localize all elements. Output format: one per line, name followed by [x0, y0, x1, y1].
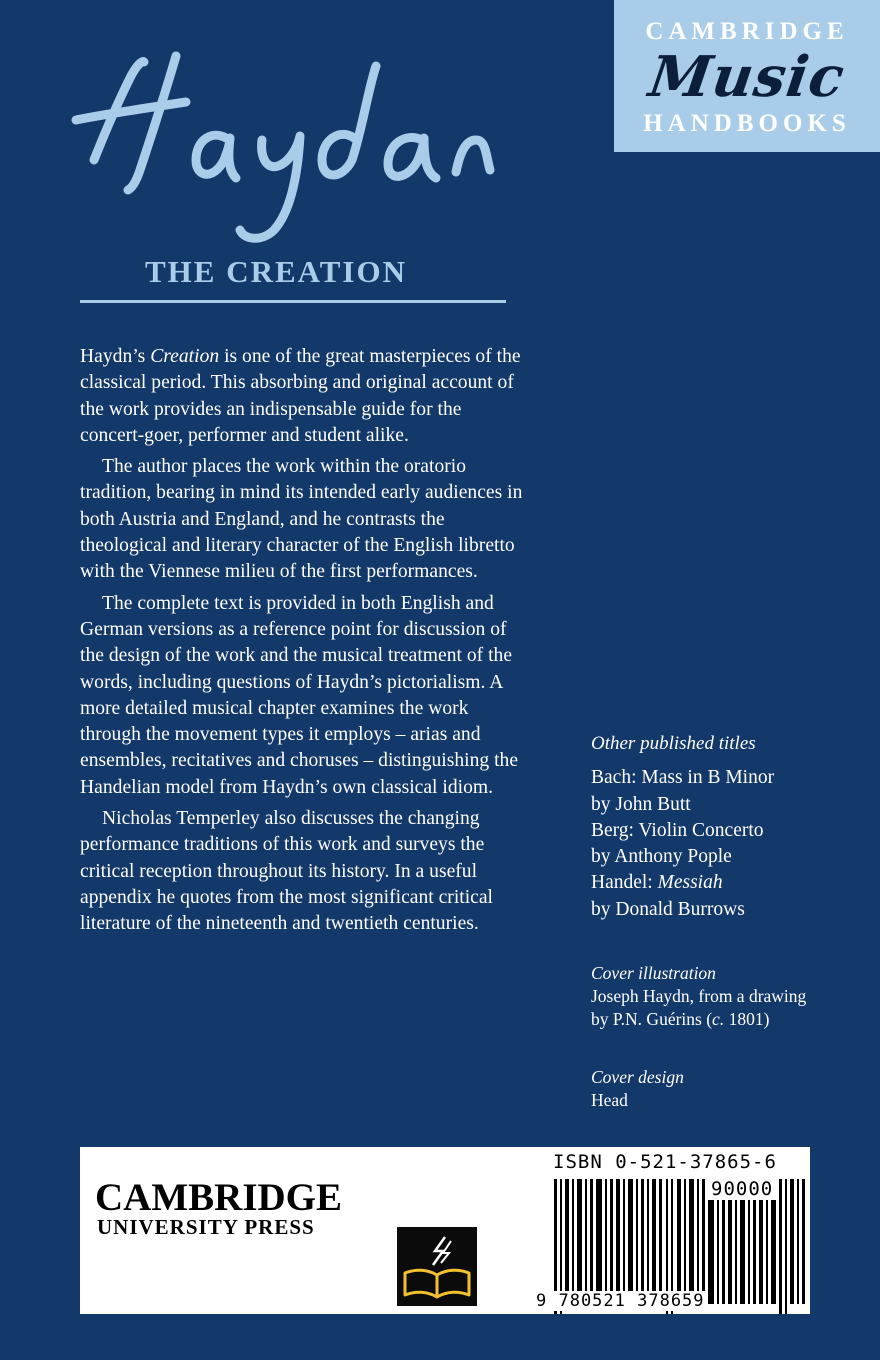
- other-titles-list: [591, 765, 861, 923]
- book-title: Berg: Violin Concerto: [591, 819, 764, 841]
- book-author: by John Butt: [591, 793, 691, 815]
- description-paragraph-4: Nicholas Temperley also discusses the changing performance traditions of this work and surveys the critical reception throughout its history. In a useful appendix he quotes from the most significant critical literature of the nineteenth and twentieth centuries.: [80, 808, 493, 935]
- publisher-subname: UNIVERSITY PRESS: [97, 1215, 315, 1239]
- series-name-bottom: HANDBOOKS: [643, 110, 851, 137]
- haydn-script-logo: [66, 20, 506, 250]
- book-author: by Donald Burrows: [591, 898, 745, 920]
- isbn-number: ISBN 0-521-37865-6: [553, 1151, 777, 1173]
- description-paragraph-2: The author places the work within the oratorio tradition, bearing in mind its intended early audiences in both Austria and England, and he contrasts the theological and literary character of the English libretto with the Viennese milieu of the first performances.: [80, 456, 523, 583]
- ean-number: 9 780521 378659: [536, 1291, 705, 1311]
- cover-illustration-line-1: Joseph Haydn, from a drawing: [591, 986, 807, 1006]
- work-title: THE CREATION: [145, 254, 407, 289]
- series-name-top: CAMBRIDGE: [645, 18, 849, 45]
- book-title: Bach: Mass in B Minor: [591, 767, 775, 789]
- other-published-titles: [591, 731, 861, 923]
- work-name-italic: Creation: [150, 346, 220, 367]
- cover-design-value: Head: [591, 1090, 628, 1110]
- description-paragraph-3: The complete text is provided in both English and German versions as a reference point for discussion of the design of the work and the musical treatment of the words, including questions of Haydn’s pictorialism. A more detailed musical chapter examines the work through the movement types it employs – arias and ensembles, recitatives and choruses – distinguishing the Handelian model from Haydn’s own classical idiom.: [80, 592, 519, 798]
- description-paragraph-1: Haydn’s Creation is one of the great masterpieces of the classical period. This absorbing and original account of the work provides an indispensable guide for the concert-goer, performer and student alike.: [80, 346, 521, 446]
- open-book-logo-icon: [397, 1227, 477, 1306]
- publisher-name: CAMBRIDGE: [95, 1176, 343, 1219]
- cover-illustration-heading: Cover illustration: [591, 963, 716, 983]
- list-item: [591, 765, 861, 818]
- series-badge: [614, 0, 880, 152]
- cover-illustration-credit: [591, 962, 861, 1031]
- list-item: [591, 818, 861, 871]
- book-author: by Anthony Pople: [591, 846, 732, 868]
- cover-design-heading: Cover design: [591, 1067, 684, 1087]
- title-underline: [80, 300, 506, 303]
- list-item: [591, 870, 861, 923]
- cover-illustration-line-2: by P.N. Guérins (c. 1801): [591, 1009, 770, 1029]
- other-titles-heading: Other published titles: [591, 733, 756, 754]
- book-description: [80, 344, 525, 943]
- book-title: Handel: Messiah: [591, 872, 723, 894]
- cover-design-credit: [591, 1066, 861, 1112]
- price-code: 90000: [708, 1178, 776, 1200]
- series-name-middle: Music: [645, 44, 849, 110]
- publisher-band: [80, 1147, 810, 1314]
